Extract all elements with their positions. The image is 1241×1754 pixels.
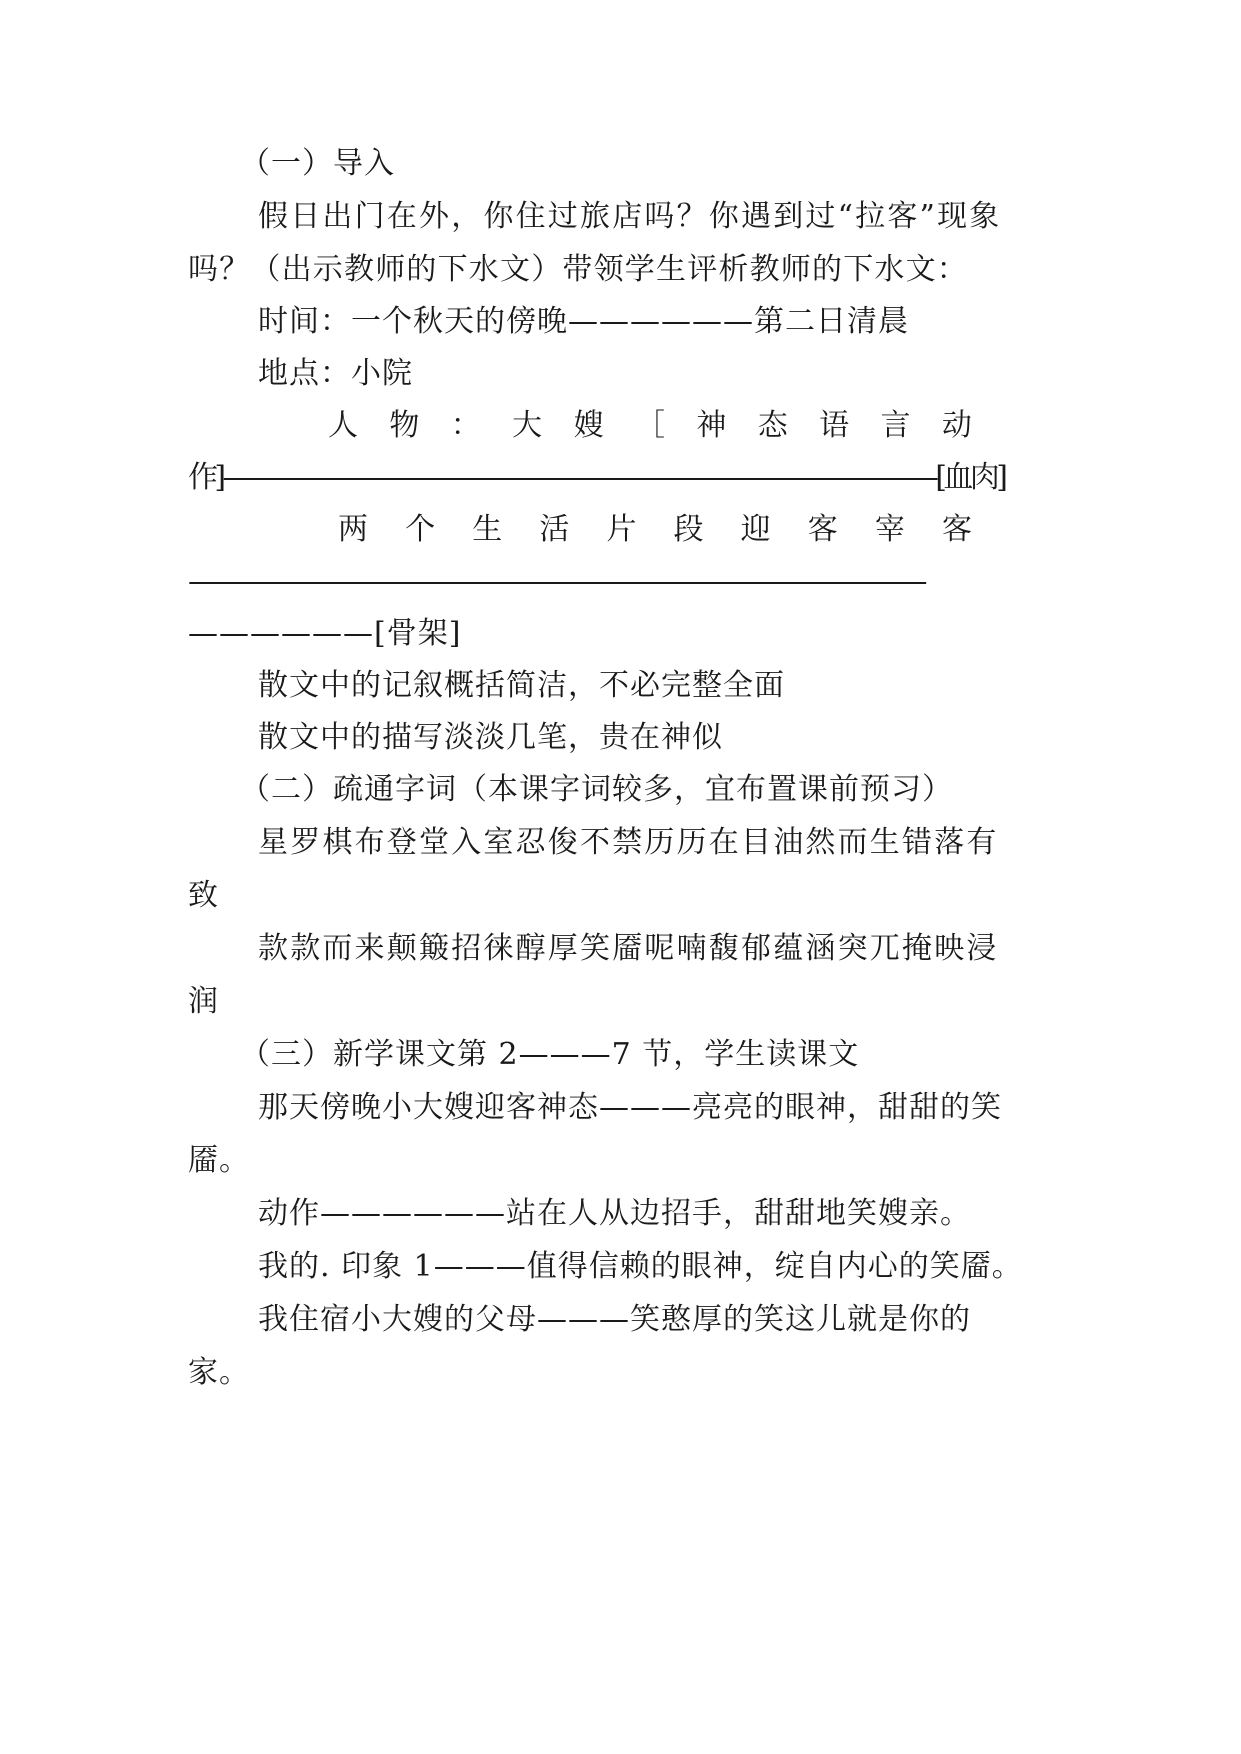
- paragraph-line: 散文中的记叙概括简洁，不必完整全面: [258, 668, 785, 703]
- char: 活: [539, 512, 571, 547]
- justified-line: [328, 406, 973, 446]
- char: ：: [450, 408, 482, 443]
- paragraph-line: 致: [188, 878, 219, 913]
- paragraph-line: 时间：一个秋天的傍晚——————第二日清晨: [258, 304, 909, 339]
- paragraph-line: 我的. 印象 1———值得信赖的眼神，绽自内心的笑靥。: [258, 1249, 1023, 1284]
- char: 动: [941, 408, 973, 443]
- paragraph-line: 那天傍晚小大嫂迎客神态———亮亮的眼神，甜甜的笑: [258, 1090, 1002, 1125]
- paragraph-line: 动作——————站在人从边招手，甜甜地笑嫂亲。: [258, 1196, 971, 1231]
- char: 态: [757, 408, 789, 443]
- char: 客: [807, 512, 839, 547]
- char: ［: [634, 408, 666, 443]
- paragraph-line: 假日出门在外，你住过旅店吗？你遇到过“拉客”现象: [258, 199, 1002, 234]
- char: 两: [338, 512, 369, 547]
- char: 大: [512, 408, 544, 443]
- justified-line: [338, 510, 973, 550]
- paragraph-line: 润: [188, 984, 219, 1019]
- paragraph-line: ——————[骨架]: [188, 616, 462, 651]
- section-heading-vocab: （二）疏通字词（本课字词较多，宜布置课前预习）: [240, 772, 953, 807]
- char: 段: [673, 512, 705, 547]
- char: 客: [941, 512, 973, 547]
- paragraph-line: 我住宿小大嫂的父母———笑憨厚的笑这儿就是你的: [258, 1302, 971, 1337]
- dash-line: ——————————————————————————————————: [188, 564, 919, 599]
- paragraph-line: 作]———————————————————————————[血肉]: [188, 460, 1005, 495]
- char: 生: [472, 512, 504, 547]
- char: 迎: [740, 512, 772, 547]
- char: 神: [696, 408, 728, 443]
- paragraph-line: 星罗棋布登堂入室忍俊不禁历历在目油然而生错落有: [258, 825, 999, 860]
- char: 人: [328, 408, 359, 443]
- char: 片: [606, 512, 638, 547]
- char: 嫂: [573, 408, 605, 443]
- section-heading-text: （三）新学课文第 2———7 节，学生读课文: [240, 1037, 860, 1072]
- paragraph-line: 靥。: [188, 1143, 250, 1178]
- section-heading-intro: （一）导入: [240, 146, 395, 181]
- paragraph-line: 吗？（出示教师的下水文）带领学生评析教师的下水文：: [188, 252, 968, 287]
- paragraph-line: 地点：小院: [258, 356, 413, 391]
- paragraph-line: 散文中的描写淡淡几笔，贵在神似: [258, 720, 723, 755]
- char: 宰: [874, 512, 906, 547]
- paragraph-line: 款款而来颠簸招徕醇厚笑靥呢喃馥郁蕴涵突兀掩映浸: [258, 931, 999, 966]
- paragraph-line: 家。: [188, 1355, 250, 1390]
- char: 语: [819, 408, 851, 443]
- char: 物: [389, 408, 421, 443]
- char: 言: [880, 408, 912, 443]
- char: 个: [405, 512, 437, 547]
